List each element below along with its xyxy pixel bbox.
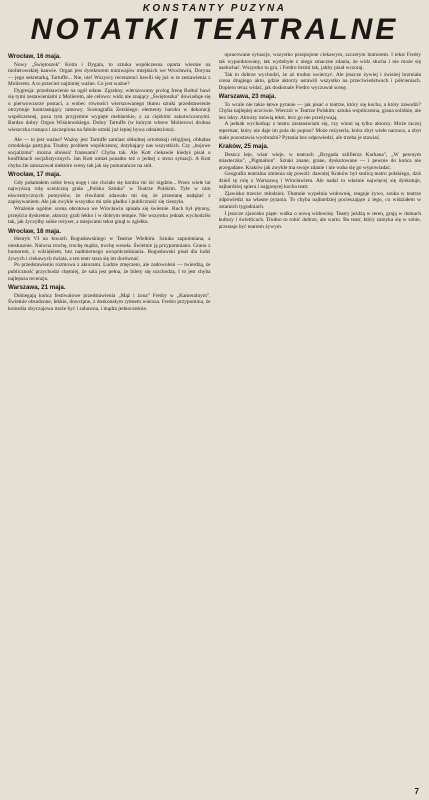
journal-entry: [8, 54, 211, 134]
entry-paragraph: Gdy połamałem sobie lewą nogę i nie chciało się bardzo mi iść nigdzie... Przez wiele lat najwyższą rolę sceniczną grała „Polska Sztuka" w Teatrze Polskim. Tyle w nim ekscentrycznych pomysłów, że chwilami zdawało mi się, że przestanę nadążać z zapisywaniem. Ale jak zwykle wszystko mi szło gładko i publiczność się cieszyła.: [8, 179, 211, 206]
entry-paragraph: Henryk VI na łowach Bogusławskiego w Teatrze Wielkim. Sztuka zapomniana, a niesłusznie. Naiwna trochę, trochę mądra, trochę wesoła. Świetnie ją przypomniano. Grano z humorem, z wdziękiem, bez nadmiernego uwspółcześniania. Bogusławski pisał dla ludzi żywych i ciekawych świata, a ten teatr stara się im dorównać.: [8, 236, 211, 262]
journal-entry: [219, 144, 422, 230]
entry-date: Warszawa, 21 maja.: [8, 284, 66, 292]
entry-paragraph: To wcale nie takie łatwe pytanie — jak pisać o teatrze, który się kocha, a który zawodzi? Chyba najlepiej uczciwie. Wieczór w Teatrze Polskim: sztuka współczesna, grana solidnie, ale bez iskry. Aktorzy mówią tekst, lecz go nie przeżywają.: [218, 101, 421, 121]
entry-date: Kraków, 25 maja.: [218, 143, 269, 151]
entry-date: Wrocław, 16 maja.: [8, 53, 61, 60]
column-right: [219, 52, 422, 787]
page-number: 7: [414, 787, 419, 796]
journal-entry: [8, 172, 211, 225]
entry-paragraph: Zjawisko trzecie: młodzież. Tłumnie wypełnia widownię, reaguje żywo, szuka w teatrze odpowiedzi na własne pytania. To chyba najbardziej pocieszające z tego, co widziałem w ostatnich tygodniach.: [218, 190, 421, 211]
entry-paragraph: Nowy „Świętoszek" Kotta i Dygata, to sztuka współczesna oparta wiernie na molierowskiej kanwie. Organ jest dyrektorem tramwajów miejskich we Wrocławiu, Doryna — jego sekretarką, Tartuffe... Nie, nie! Wszyscy recenzenci bawili się już w te zestawienia z Molierem. A to przecież najmniej ważne. Co jest ważne?: [8, 61, 211, 88]
entry-date: Wrocław, 18 maja.: [8, 227, 61, 235]
author-name: KONSTANTY PUZYNA: [142, 3, 287, 14]
entry-paragraph: Dygresja: przedstawienie na ogół udane. Zgrabny, wierszowany prolog Irenę Bołtuć bawi się tymi zestawieniami z Molierem, ale celowo: widz nie znający „Świętoszka" dowiaduje się o pierwowzorze postaci, a wobec równości wierszowanego tłumu sztuki przedstawienie otrzymuje kontrastujący ramowy. Scenografia Zerskiego: elementy baroku w dekoracji współczesnej, poza tym przyjemne wygięte meblarskie, z za ciężkimi zakotwiczonymi. Bardzo dobry Orgon Wiśniewskiego. Dobry Tartuffe (w którym wbrew Molierowi drobna wieszczka rosnąca i zaczepiona na fabule sztuki już lepiej bywa odnaleziona).: [8, 87, 211, 134]
entry-paragraph: opracowane sytuacje, wszystko przepojone ciekawym, szczerym humorem. I tekst Fredry tak wypunktowany, tak wydobyte z niego smaczne zdania, że widz słucha i nie może się nasłuchać. Wszystko tu gra, i Fredro brzmi tak, jakby pisał wczoraj.: [218, 52, 421, 72]
journal-entry: [8, 229, 211, 282]
entry-paragraph: Po przedstawieniu rozmowa z aktorami. Ludzie zmęczeni, ale zadowoleni — twierdzą, że publiczność przychodzi chętniej, że sala jest pełna, że bilety się rozchodzą. I to jest chyba najlepsza recenzja.: [8, 262, 211, 282]
entry-date: Wrocław, 17 maja.: [8, 171, 61, 179]
journal-entry: [8, 285, 211, 312]
entry-paragraph: Tak to dobrze wychodzi, że aż trudno uwierzyć. Ale jeszcze żywiej i świeżej brzmiała scena drugiego aktu, gdzie aktorzy ustawili wszystko na przeciwieństwach i półcieniach. Dopiero teraz widać, jak doskonale Fredro wyczuwał scenę.: [218, 71, 421, 91]
entry-date: Warszawa, 23 maja.: [218, 93, 277, 101]
journal-entry: [219, 94, 422, 141]
journal-entry: [8, 137, 211, 170]
entry-paragraph: Dobiegają końca festiwalowe przedstawienia „Mąż i żona" Fredry w „Kameralnym". Świetnie obsadzone, lekkie, dowcipne, z doskonałym rytmem wiersza. Fredro przypomina, że komedia obyczajowa może być i zabawna, i mądra jednocześnie.: [8, 292, 211, 312]
journal-entry: [219, 52, 422, 91]
entry-paragraph: Deszcz leje, wiatr wieje, w teatrach „Brygada szlifierza Karhana", „W pewnym miasteczku", „Pigmalion". Sztuki znane, grane, dyskutowane — i pewnie do końca nie przegadane. Kraków jak zwykle ma swoje zdanie i nie waha się go wypowiadać.: [218, 151, 421, 171]
entry-paragraph: Ale — to jest ważne? Ważny jest Tartuffe zamiast obłudnej ortodoksji religijnej, obłudna ortodoksja partyjna. Trudny problem współczesny, dotykający nas wszystkich. Czy „bojowe socjalizmu" można obnosić frazesami? Chyba tak. Ale Kott ciekawie kiedyś pisał o konfliktach socjalistycznych. Jan Kott umiał ponadto też o jednej z stron sytuacji. A Kott chyba źle zatuszował niektóre sceny tak jak się pomarańcze na stół.: [8, 136, 211, 169]
column-left: [8, 52, 211, 787]
entry-paragraph: I jeszcze zjawisko piąte: walka o nową widownię. Teatry jeżdżą w teren, grają w domach kultury i świetlicach. Trudno to robić dobrze, ale warto. Bo teatr, który zamyka się w sobie, przestaje być teatrem żywym.: [218, 210, 421, 230]
article-title: NOTATKI TEATRALNE: [30, 13, 399, 46]
entry-paragraph: Wrażenie ogólne: scena obrotowa we Wrocławiu spisała się świetnie. Ruch był płynny, przejścia dyskretne, aktorzy grali lekko i w dobrym tempie. Nie wszystko jednak wychodziło tak, jak życzyłby sobie reżyser, a miejscami tekst ginął w zgiełku.: [8, 206, 211, 226]
entry-paragraph: A jednak wychodząc z teatru zastanawiam się, czy winni są tylko aktorzy. Może raczej repertuar, który nie daje im pola do popisu? Może reżyseria, która zbyt wiele narzuca, a zbyt mało pozostawia wyobraźni? Pytania bez odpowiedzi, ale trzeba je stawiać.: [218, 121, 421, 141]
entry-paragraph: Geografia teatralna zmienia się powoli: dawniej Kraków był stolicą teatru polskiego, dziś dzieli tę rolę z Warszawą i Wrocławiem. Ale nadal tu właśnie najwięcej się dyskutuje, najbardziej spiera i najgoręcej kocha teatr.: [218, 171, 421, 191]
article-body: [8, 52, 421, 787]
